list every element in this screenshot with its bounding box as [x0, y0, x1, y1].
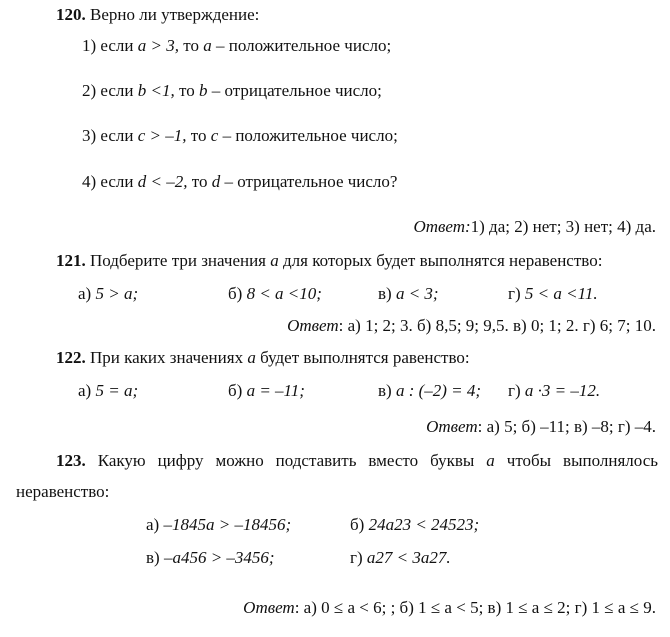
problem-number: 122.: [56, 348, 86, 367]
option-expr: 5 = a;: [95, 381, 139, 400]
option-label: в): [378, 381, 396, 400]
option-expr: –a456 > –3456;: [163, 548, 275, 567]
option-v: [378, 283, 439, 305]
problem-title-var: а: [486, 451, 495, 470]
option-label: б): [350, 515, 369, 534]
answer-120: [413, 216, 656, 238]
answer-text: : а) 5; б) –11; в) –8; г) –4.: [477, 417, 656, 436]
option-expr: a : (–2) = 4;: [395, 381, 482, 400]
statement-2: [82, 80, 382, 102]
answer-text: 1) да; 2) нет; 3) нет; 4) да.: [470, 217, 656, 236]
problem-122-heading: [56, 347, 470, 369]
problem-123-heading-cont: [16, 481, 109, 503]
problem-title: Верно ли утверждение:: [90, 5, 260, 24]
answer-label: Ответ: [243, 598, 295, 617]
option-expr: 24a23 < 24523;: [368, 515, 480, 534]
problem-120-heading: [56, 4, 259, 26]
option-label: в): [378, 284, 396, 303]
statement-4: [82, 171, 397, 193]
answer-121: [287, 315, 656, 337]
answer-123: [243, 597, 656, 619]
option-b: [350, 514, 479, 536]
option-label: а): [78, 381, 96, 400]
option-g: [508, 283, 598, 305]
option-v: [146, 547, 275, 569]
problem-title: Подберите три значения: [90, 251, 271, 270]
problem-title: Какую цифру можно подставить вместо буквы: [97, 451, 487, 470]
statement-var: d: [211, 172, 221, 191]
option-expr: a27 < 3a27.: [366, 548, 451, 567]
statement-suffix: то: [174, 81, 199, 100]
option-a: [78, 283, 138, 305]
problem-title-continuation: неравенство:: [16, 482, 110, 501]
option-a: [146, 514, 291, 536]
option-expr: 5 > a;: [95, 284, 139, 303]
problem-123-heading: [56, 450, 658, 472]
option-label: в): [146, 548, 164, 567]
statement-var: c: [210, 126, 219, 145]
problem-title-rest: будет выполнятся равенство:: [255, 348, 470, 367]
problem-title-var: а: [270, 251, 279, 270]
option-expr: a = –11;: [246, 381, 305, 400]
problem-title-var: а: [247, 348, 256, 367]
statement-suffix: то: [186, 126, 211, 145]
statement-expr: c > –1,: [137, 126, 187, 145]
problem-title-rest: чтобы выполнялось: [494, 451, 658, 470]
answer-122: [426, 416, 656, 438]
answer-label: Ответ: [426, 417, 478, 436]
statement-rest: – отрицательное число;: [207, 81, 382, 100]
statement-prefix: 4) если: [82, 172, 138, 191]
option-g: [350, 547, 451, 569]
answer-label: Ответ: [287, 316, 339, 335]
answer-label: Ответ:: [413, 217, 471, 236]
option-label: б): [228, 381, 247, 400]
problem-number: 120.: [56, 5, 86, 24]
option-label: а): [146, 515, 164, 534]
statement-3: [82, 125, 398, 147]
statement-1: [82, 35, 391, 57]
statement-expr: d < –2,: [137, 172, 188, 191]
statement-prefix: 1) если: [82, 36, 138, 55]
problem-title-rest: для которых будет выполнятся неравенство:: [278, 251, 603, 270]
option-b: [228, 380, 305, 402]
option-label: а): [78, 284, 96, 303]
statement-suffix: то: [187, 172, 212, 191]
option-a: [78, 380, 138, 402]
option-label: б): [228, 284, 247, 303]
option-v: [378, 380, 481, 402]
option-expr: –1845a > –18456;: [163, 515, 292, 534]
statement-expr: a > 3,: [137, 36, 179, 55]
statement-rest: – отрицательное число?: [220, 172, 398, 191]
answer-text: : а) 1; 2; 3. б) 8,5; 9; 9,5. в) 0; 1; 2. г) 6; 7; 10.: [338, 316, 656, 335]
option-label: г): [508, 284, 525, 303]
statement-suffix: то: [179, 36, 204, 55]
statement-rest: – положительное число;: [211, 36, 392, 55]
statement-var: a: [203, 36, 212, 55]
option-b: [228, 283, 322, 305]
option-expr: 8 < a <10;: [246, 284, 322, 303]
problem-title: При каких значениях: [90, 348, 248, 367]
option-expr: 5 < a <11.: [524, 284, 598, 303]
option-expr: a < 3;: [395, 284, 439, 303]
statement-prefix: 3) если: [82, 126, 138, 145]
problem-number: 121.: [56, 251, 86, 270]
statement-expr: b <1,: [137, 81, 175, 100]
problem-121-heading: [56, 250, 602, 272]
option-g: [508, 380, 600, 402]
answer-text: : а) 0 ≤ a < 6; ; б) 1 ≤ a < 5; в) 1 ≤ a ≤ 2; г) 1 ≤ a ≤ 9.: [294, 598, 656, 617]
statement-prefix: 2) если: [82, 81, 138, 100]
option-label: г): [350, 548, 367, 567]
statement-rest: – положительное число;: [218, 126, 398, 145]
option-expr: a ·3 = –12.: [524, 381, 601, 400]
problem-number: 123.: [56, 451, 86, 470]
statement-var: b: [198, 81, 208, 100]
option-label: г): [508, 381, 525, 400]
